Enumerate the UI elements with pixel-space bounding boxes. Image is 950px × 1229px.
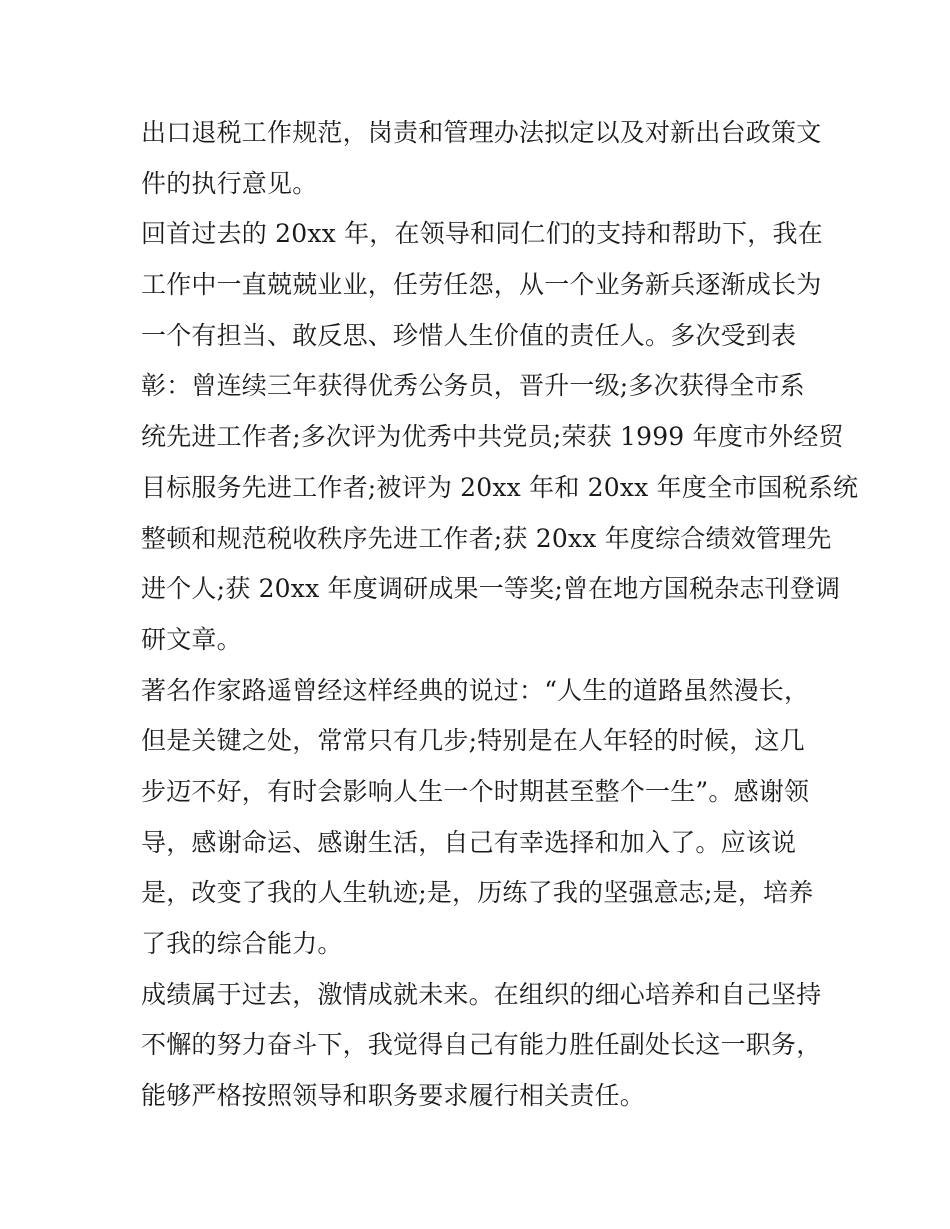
paragraph-4 [141,970,821,1122]
text-line: 工作中一直兢兢业业，任劳任怨，从一个业务新兵逐渐成长为 [141,270,822,300]
text-line: 统先进工作者;多次评为优秀中共党员;荣获 1999 年度市外经贸 [141,422,844,452]
text-line: 是，改变了我的人生轨迹;是，历练了我的坚强意志;是，培养 [141,878,814,908]
text-line: 件的执行意见。 [141,168,318,198]
text-line: 了我的综合能力。 [141,929,343,958]
paragraph-2 [141,209,859,665]
text-line: 一个有担当、敢反思、珍惜人生价值的责任人。多次受到表 [141,320,797,350]
text-line: 回首过去的 20xx 年，在领导和同仁们的支持和帮助下，我在 [141,219,823,249]
paragraph-1 [141,108,821,209]
text-line: 能够严格按照领导和职务要求履行相关责任。 [141,1081,646,1111]
text-line: 研文章。 [141,624,242,654]
text-line: 目标服务先进工作者;被评为 20xx 年和 20xx 年度全市国税系统 [141,472,859,502]
paragraph-3 [141,666,821,970]
document-body [141,108,859,1122]
text-line: 出口退税工作规范，岗责和管理办法拟定以及对新出台政策文 [141,118,822,147]
text-line: 进个人;获 20xx 年度调研成果一等奖;曾在地方国税杂志刊登调 [141,574,841,604]
text-line: 导，感谢命运、感谢生活，自己有幸选择和加入了。应该说 [141,827,797,857]
text-line: 彰：曾连续三年获得优秀公务员，晋升一级;多次获得全市系 [141,371,805,401]
text-line: 著名作家路遥曾经这样经典的说过：“人生的道路虽然漫长， [141,675,810,705]
text-line: 步迈不好，有时会影响人生一个时期甚至整个一生”。感谢领 [141,776,810,806]
text-line: 但是关键之处，常常只有几步;特别是在人年轻的时候，这几 [141,726,805,756]
text-line: 整顿和规范税收秩序先进工作者;获 20xx 年度综合绩效管理先 [141,523,832,553]
text-line: 不懈的努力奋斗下，我觉得自己有能力胜任副处长这一职务， [141,1030,822,1060]
text-line: 成绩属于过去，激情成就未来。在组织的细心培养和自己坚持 [141,979,822,1009]
